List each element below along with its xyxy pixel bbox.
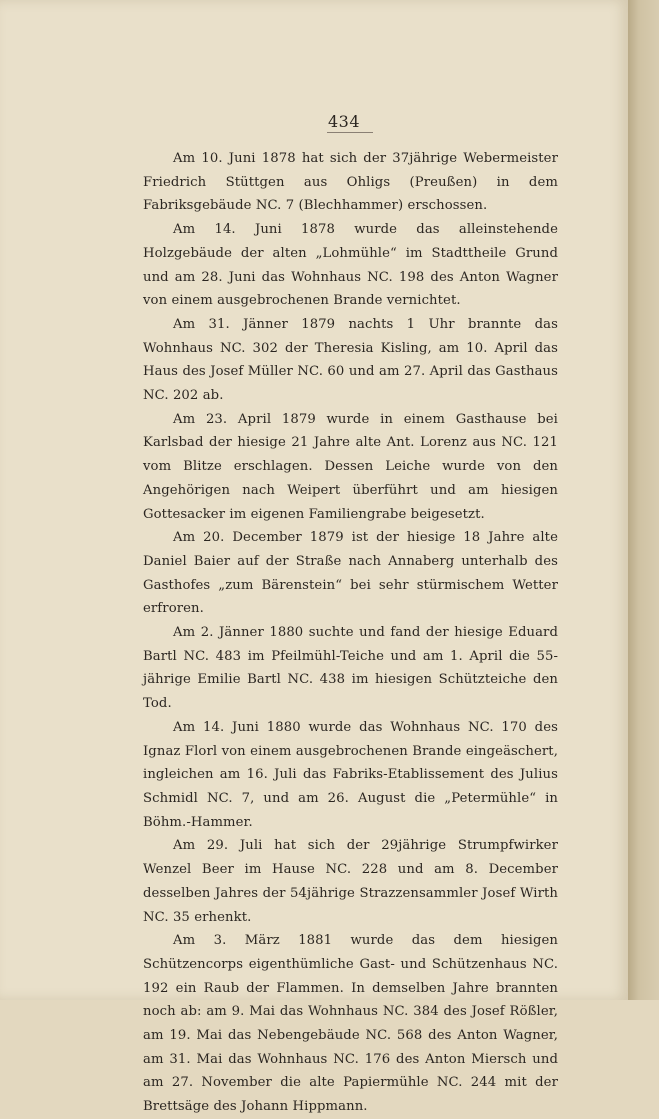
paragraph: Am 29. Juli hat sich der 29jährige Strumpfwirker Wenzel Beer im Hause NC. 228 und am 8. December desselben Jahres der 54jährige Strazzensammler Josef Wirth NC. 35 erhenkt. xyxy=(143,838,558,925)
paragraph: Am 14. Juni 1880 wurde das Wohnhaus NC. 170 des Ignaz Florl von einem ausgebrochenen Brande eingeäschert, ingleichen am 16. Juli das Fabriks-Etablissement des Julius Schmidl NC. 7, und am 26. August die „Petermühle“ in Böhm.-Hammer. xyxy=(143,719,558,830)
book-gutter xyxy=(628,0,659,1000)
paragraph: Am 14. Juni 1878 wurde das alleinstehende Holzgebäude der alten „Lohmühle“ im Stadttheile Grund und am 28. Juni das Wohnhaus NC. 198 des Anton Wagner von einem ausgebrochenen Brande vernichtet. xyxy=(143,222,558,309)
paragraph: Am 10. Juni 1878 hat sich der 37jährige Webermeister Friedrich Stüttgen aus Ohligs (Preußen) in dem Fabriksgebäude NC. 7 (Blechhammer) erschossen. xyxy=(143,151,558,214)
paragraph: Am 2. Jänner 1880 suchte und fand der hiesige Eduard Bartl NC. 483 im Pfeilmühl-Teiche und am 1. April die 55-jährige Emilie Bartl NC. 438 im hiesigen Schützteiche den Tod. xyxy=(143,625,558,712)
page-number-rule xyxy=(327,132,373,133)
page-number: 434 xyxy=(327,112,361,131)
paragraph: Am 20. December 1879 ist der hiesige 18 Jahre alte Daniel Baier auf der Straße nach Annaberg unterhalb des Gasthofes „zum Bärenstein“ bei sehr stürmischem Wetter erfroren. xyxy=(143,530,558,617)
page-body xyxy=(143,147,558,1119)
paragraph: Am 31. Jänner 1879 nachts 1 Uhr brannte das Wohnhaus NC. 302 der Theresia Kisling, am 10. April das Haus des Josef Müller NC. 60 und am 27. April das Gasthaus NC. 202 ab. xyxy=(143,316,558,404)
paragraph: Am 3. März 1881 wurde das dem hiesigen Schützencorps eigenthümliche Gast- und Schützenhaus NC. 192 ein Raub der Flammen. In demselben Jahre brannten noch ab: am 9. Mai das Wohnhaus NC. 384 des Josef Rößler, am 19. Mai das Nebengebäude NC. 568 des Anton Wagner, am 31. Mai das Wohnhaus NC. 176 des Anton Miersch und am 27. November die alte Papiermühle NC. 244 mit der Brettsäge des Johann Hippmann. xyxy=(143,933,558,1115)
paragraph: Am 23. April 1879 wurde in einem Gasthause bei Karlsbad der hiesige 21 Jahre alte Ant. Lorenz aus NC. 121 vom Blitze erschlagen. Dessen Leiche wurde von den Angehörigen nach Weipert überführt und am hiesigen Gottesacker im eigenen Familiengrabe beigesetzt. xyxy=(143,411,558,522)
